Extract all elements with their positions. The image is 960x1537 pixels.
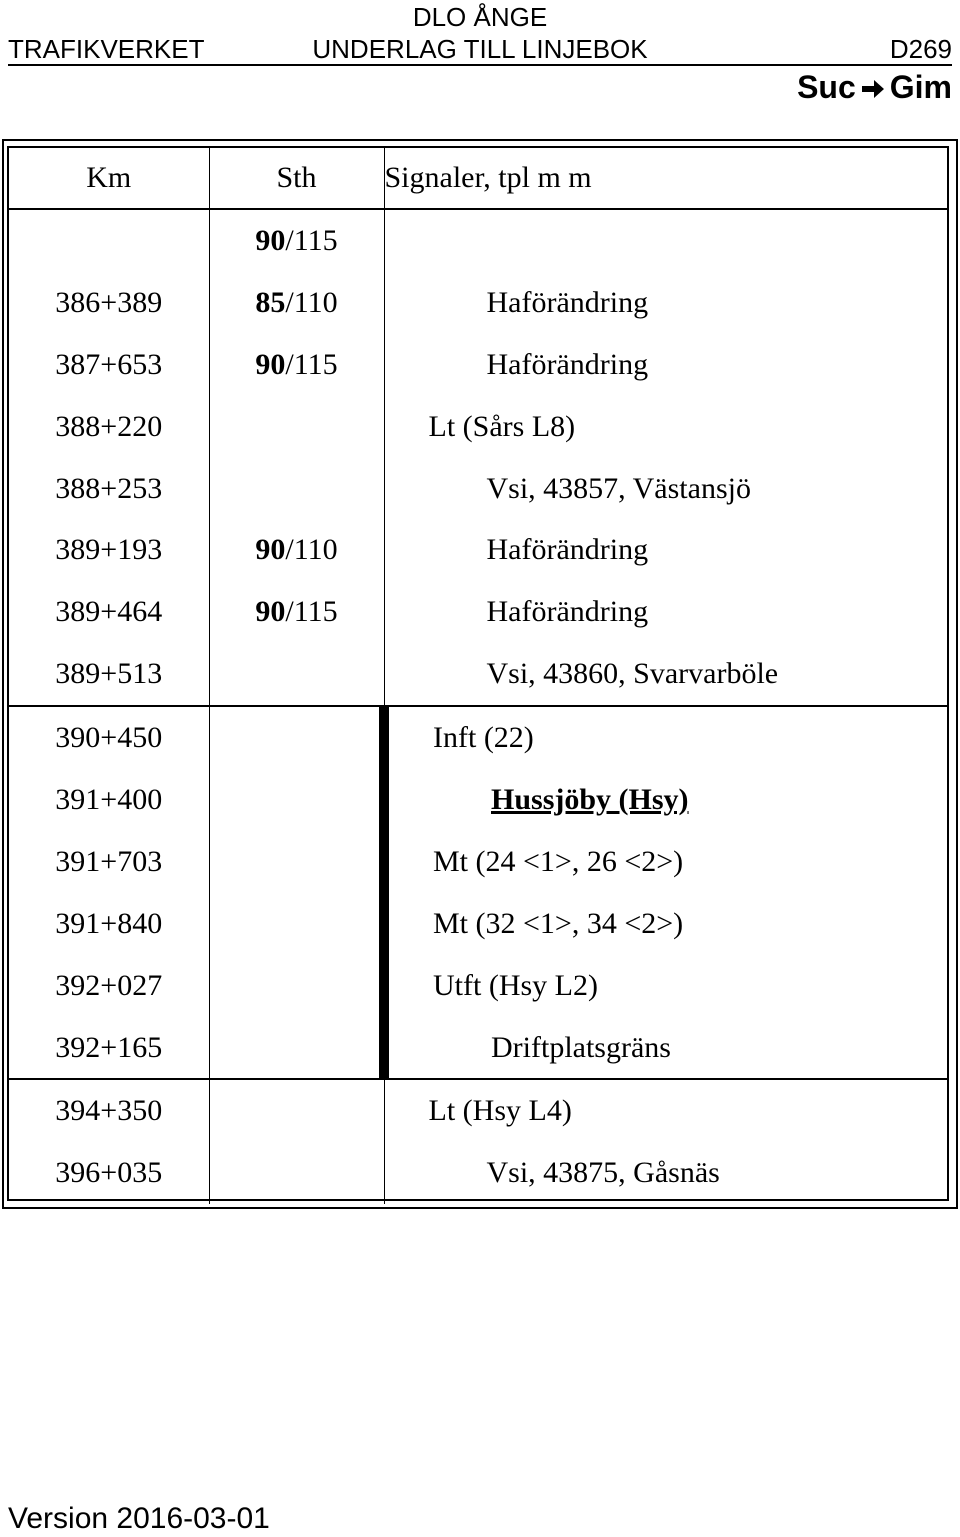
- sth-cell: [209, 1017, 384, 1080]
- sth-value-extra: /115: [285, 223, 338, 257]
- table-row: [9, 831, 947, 893]
- table-row: [9, 396, 947, 458]
- document-number: D269: [889, 34, 952, 64]
- sth-cell: [209, 643, 384, 706]
- sth-value-extra: /115: [285, 347, 338, 381]
- table-row: [9, 209, 947, 272]
- sth-cell: [209, 706, 384, 769]
- sth-cell: [209, 831, 384, 893]
- route-heading: [797, 68, 952, 109]
- km-cell: 388+220: [55, 409, 163, 443]
- km-cell: 394+350: [9, 1079, 209, 1142]
- table-row: [9, 706, 947, 769]
- table-row: [9, 1017, 947, 1080]
- sth-value: 85: [255, 285, 286, 319]
- km-cell: 391+400: [55, 782, 163, 816]
- signal-cell: Vsi, 43875, Gåsnäs: [384, 1142, 947, 1204]
- signal-cell: Haförändring: [384, 581, 947, 643]
- km-cell: 391+703: [55, 844, 163, 878]
- sth-value-extra: /110: [285, 533, 338, 567]
- signal-cell: Lt (Hsy L4): [384, 1079, 947, 1142]
- sth-cell: [209, 209, 384, 272]
- sth-cell: [209, 769, 384, 831]
- signal-cell: [384, 769, 947, 831]
- signal-cell: Mt (32 <1>, 34 <2>): [384, 893, 947, 955]
- km-cell: 396+035: [55, 1156, 163, 1190]
- column-header-sth: Sth: [209, 148, 384, 209]
- km-cell: 391+840: [55, 906, 163, 940]
- sth-value: 90: [255, 595, 286, 629]
- column-header-signals: Signaler, tpl m m: [384, 148, 947, 209]
- sth-cell: [209, 1142, 384, 1204]
- signal-cell: Haförändring: [384, 334, 947, 396]
- signal-cell: Vsi, 43860, Svarvarböle: [384, 643, 947, 706]
- header-rule: [8, 64, 952, 66]
- sth-cell: [209, 334, 384, 396]
- region-heading: DLO ÅNGE: [412, 2, 548, 32]
- signal-cell: Vsi, 43857, Västansjö: [384, 458, 947, 520]
- signal-cell: Haförändring: [384, 519, 947, 581]
- sth-cell: [209, 396, 384, 458]
- signal-cell: Utft (Hsy L2): [384, 955, 947, 1017]
- signal-cell: Mt (24 <1>, 26 <2>): [384, 831, 947, 893]
- version-label: Version 2016-03-01: [8, 1502, 270, 1535]
- km-cell: 388+253: [55, 471, 163, 505]
- table-row: [9, 893, 947, 955]
- route-to: Gim: [889, 69, 952, 105]
- sth-value: 90: [255, 533, 286, 567]
- signal-cell: Lt (Sårs L8): [384, 396, 947, 458]
- sth-cell: [209, 955, 384, 1017]
- table-row: [9, 272, 947, 334]
- sth-value-extra: /110: [285, 285, 338, 319]
- sth-cell: [209, 458, 384, 520]
- km-cell: 390+450: [9, 706, 209, 769]
- arrow-right-icon: [860, 71, 886, 109]
- km-cell: 392+027: [55, 968, 163, 1002]
- km-cell: 387+653: [55, 347, 163, 381]
- km-cell: 392+165: [55, 1030, 163, 1064]
- table-row: [9, 1079, 947, 1142]
- km-cell: 389+464: [55, 595, 163, 629]
- signal-cell: [384, 209, 947, 272]
- column-header-km: Km: [9, 148, 209, 209]
- sth-cell: [209, 893, 384, 955]
- table-row: [9, 643, 947, 706]
- signal-cell: Haförändring: [384, 272, 947, 334]
- sth-value: 90: [255, 347, 286, 381]
- km-cell: [9, 209, 209, 272]
- signal-cell: Driftplatsgräns: [384, 1017, 947, 1080]
- table-row: [9, 769, 947, 831]
- document-title: UNDERLAG TILL LINJEBOK: [312, 34, 648, 64]
- km-cell: 389+513: [55, 657, 163, 691]
- table-row: [9, 955, 947, 1017]
- sth-cell: [209, 581, 384, 643]
- table-row: [9, 458, 947, 520]
- km-cell: 386+389: [55, 285, 163, 319]
- sth-value-extra: /115: [285, 595, 338, 629]
- table-row: [9, 581, 947, 643]
- table-row: [9, 1142, 947, 1204]
- km-cell: 389+193: [55, 533, 163, 567]
- sth-cell: [209, 1079, 384, 1142]
- signal-cell: Inft (22): [384, 706, 947, 769]
- table-row: [9, 334, 947, 396]
- line-table: [9, 148, 947, 1204]
- route-from: Suc: [797, 69, 856, 105]
- organization-name: TRAFIKVERKET: [8, 34, 205, 64]
- table-header-row: [9, 148, 947, 209]
- sth-cell: [209, 272, 384, 334]
- sth-value: 90: [255, 223, 286, 257]
- table-row: [9, 519, 947, 581]
- sth-cell: [209, 519, 384, 581]
- station-name: Hussjöby (Hsy): [491, 782, 689, 816]
